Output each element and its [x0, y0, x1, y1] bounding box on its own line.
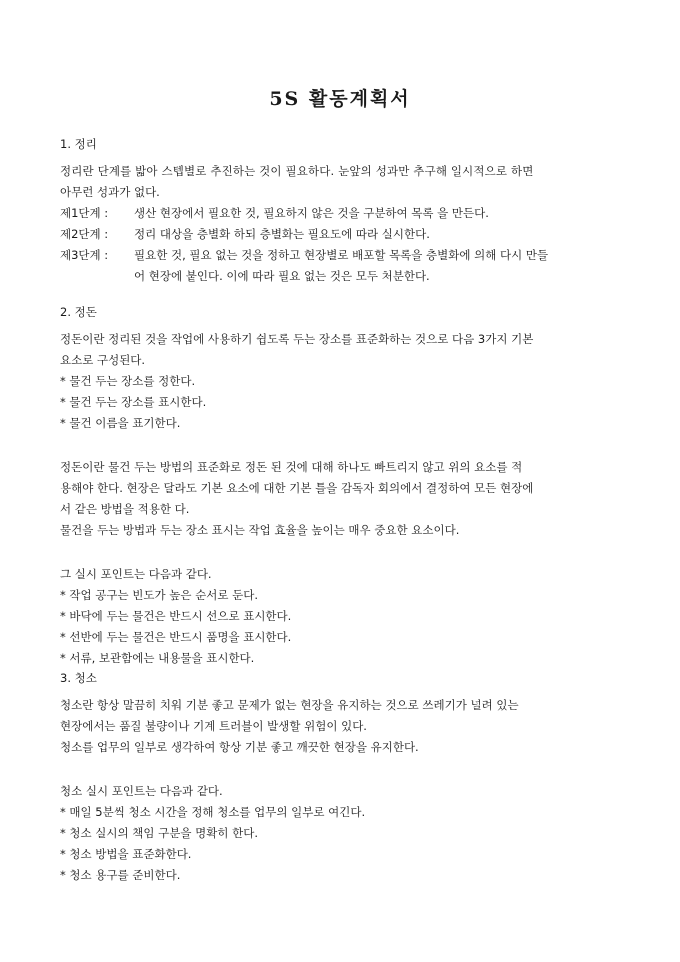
step-line: 어 현장에 붙인다. 이에 따라 필요 없는 것은 모두 처분한다. — [134, 269, 430, 283]
paragraph-line: 청소란 항상 말끔히 치워 기분 좋고 문제가 없는 현장을 유지하는 것으로 쓰레기가 널려 있는 — [60, 698, 519, 712]
spacer — [60, 758, 630, 781]
bullet-item: * 바닥에 두는 물건은 반드시 선으로 표시한다. — [60, 609, 292, 623]
step-label: 제2단계 : — [60, 227, 109, 241]
bullet-item: * 물건 두는 장소를 표시한다. — [60, 395, 207, 409]
paragraph-line: 물건을 두는 방법과 두는 장소 표시는 작업 효율을 높이는 매우 중요한 요소이다. — [60, 523, 460, 537]
step-line: 필요한 것, 필요 없는 것을 정하고 현장별로 배포할 목록을 층별화에 의해 다시 만들 — [134, 248, 549, 262]
paragraph-line: 청소를 업무의 일부로 생각하여 항상 기분 좋고 깨끗한 현장을 유지한다. — [60, 740, 419, 754]
bullet-item: * 물건 이름을 표기한다. — [60, 416, 181, 430]
section-arrangement — [60, 134, 630, 287]
bullet-item: * 물건 두는 장소를 정한다. — [60, 374, 196, 388]
bullet-item: * 매일 5분씩 청소 시간을 정해 청소를 업무의 일부로 여긴다. — [60, 805, 366, 819]
paragraph-line: 아무런 성과가 없다. — [60, 185, 160, 199]
points-intro: 그 실시 포인트는 다음과 같다. — [60, 567, 212, 581]
step-label: 제1단계 : — [60, 206, 109, 220]
step-item — [60, 245, 630, 287]
paragraph-line: 서 같은 방법을 적용한 다. — [60, 502, 190, 516]
paragraph-line: 정돈이란 물건 두는 방법의 표준화로 정돈 된 것에 대해 하나도 빠트리지 않고 위의 요소를 적 — [60, 460, 523, 474]
paragraph-line: 현장에서는 품질 불량이나 기계 트러블이 발생할 위험이 있다. — [60, 719, 367, 733]
step-line: 생산 현장에서 필요한 것, 필요하지 않은 것을 구분하여 목록 을 만든다. — [134, 206, 489, 220]
step-text — [134, 245, 630, 287]
bullet-item: * 청소 용구를 준비한다. — [60, 868, 181, 882]
section-heading: 2. 정돈 — [60, 305, 97, 319]
step-item — [60, 224, 630, 245]
bullet-item: * 작업 공구는 빈도가 높은 순서로 둔다. — [60, 588, 258, 602]
spacer — [60, 434, 630, 457]
step-label: 제3단계 : — [60, 248, 109, 262]
bullet-item: * 선반에 두는 물건은 반드시 품명을 표시한다. — [60, 630, 292, 644]
paragraph-line: 정돈이란 정리된 것을 작업에 사용하기 쉽도록 두는 장소를 표준화하는 것으로 다음 3가지 기본 — [60, 332, 534, 346]
step-line: 정리 대상을 층별화 하되 층별화는 필요도에 따라 실시한다. — [134, 227, 430, 241]
points-intro: 청소 실시 포인트는 다음과 같다. — [60, 784, 223, 798]
bullet-item: * 서류, 보관함에는 내용물을 표시한다. — [60, 651, 255, 665]
step-text — [134, 224, 630, 245]
bullet-item: * 청소 방법을 표준화한다. — [60, 847, 192, 861]
section-heading: 3. 청소 — [60, 671, 97, 685]
bullet-item: * 청소 실시의 책임 구분을 명확히 한다. — [60, 826, 258, 840]
paragraph-line: 정리란 단계를 밟아 스텝별로 추진하는 것이 필요하다. 눈앞의 성과만 추구해 일시적으로 하면 — [60, 164, 534, 178]
step-item — [60, 203, 630, 224]
paragraph-line: 요소로 구성된다. — [60, 353, 146, 367]
spacer — [60, 541, 630, 564]
section-cleaning — [60, 668, 630, 886]
paragraph-line: 용해야 한다. 현장은 달라도 기본 요소에 대한 기본 틀을 감독자 회의에서 결정하여 모든 현장에 — [60, 481, 534, 495]
section-heading: 1. 정리 — [60, 137, 97, 151]
document-title: 5S 활동계획서 — [269, 88, 411, 110]
section-orderliness — [60, 302, 630, 669]
step-text — [134, 203, 630, 224]
